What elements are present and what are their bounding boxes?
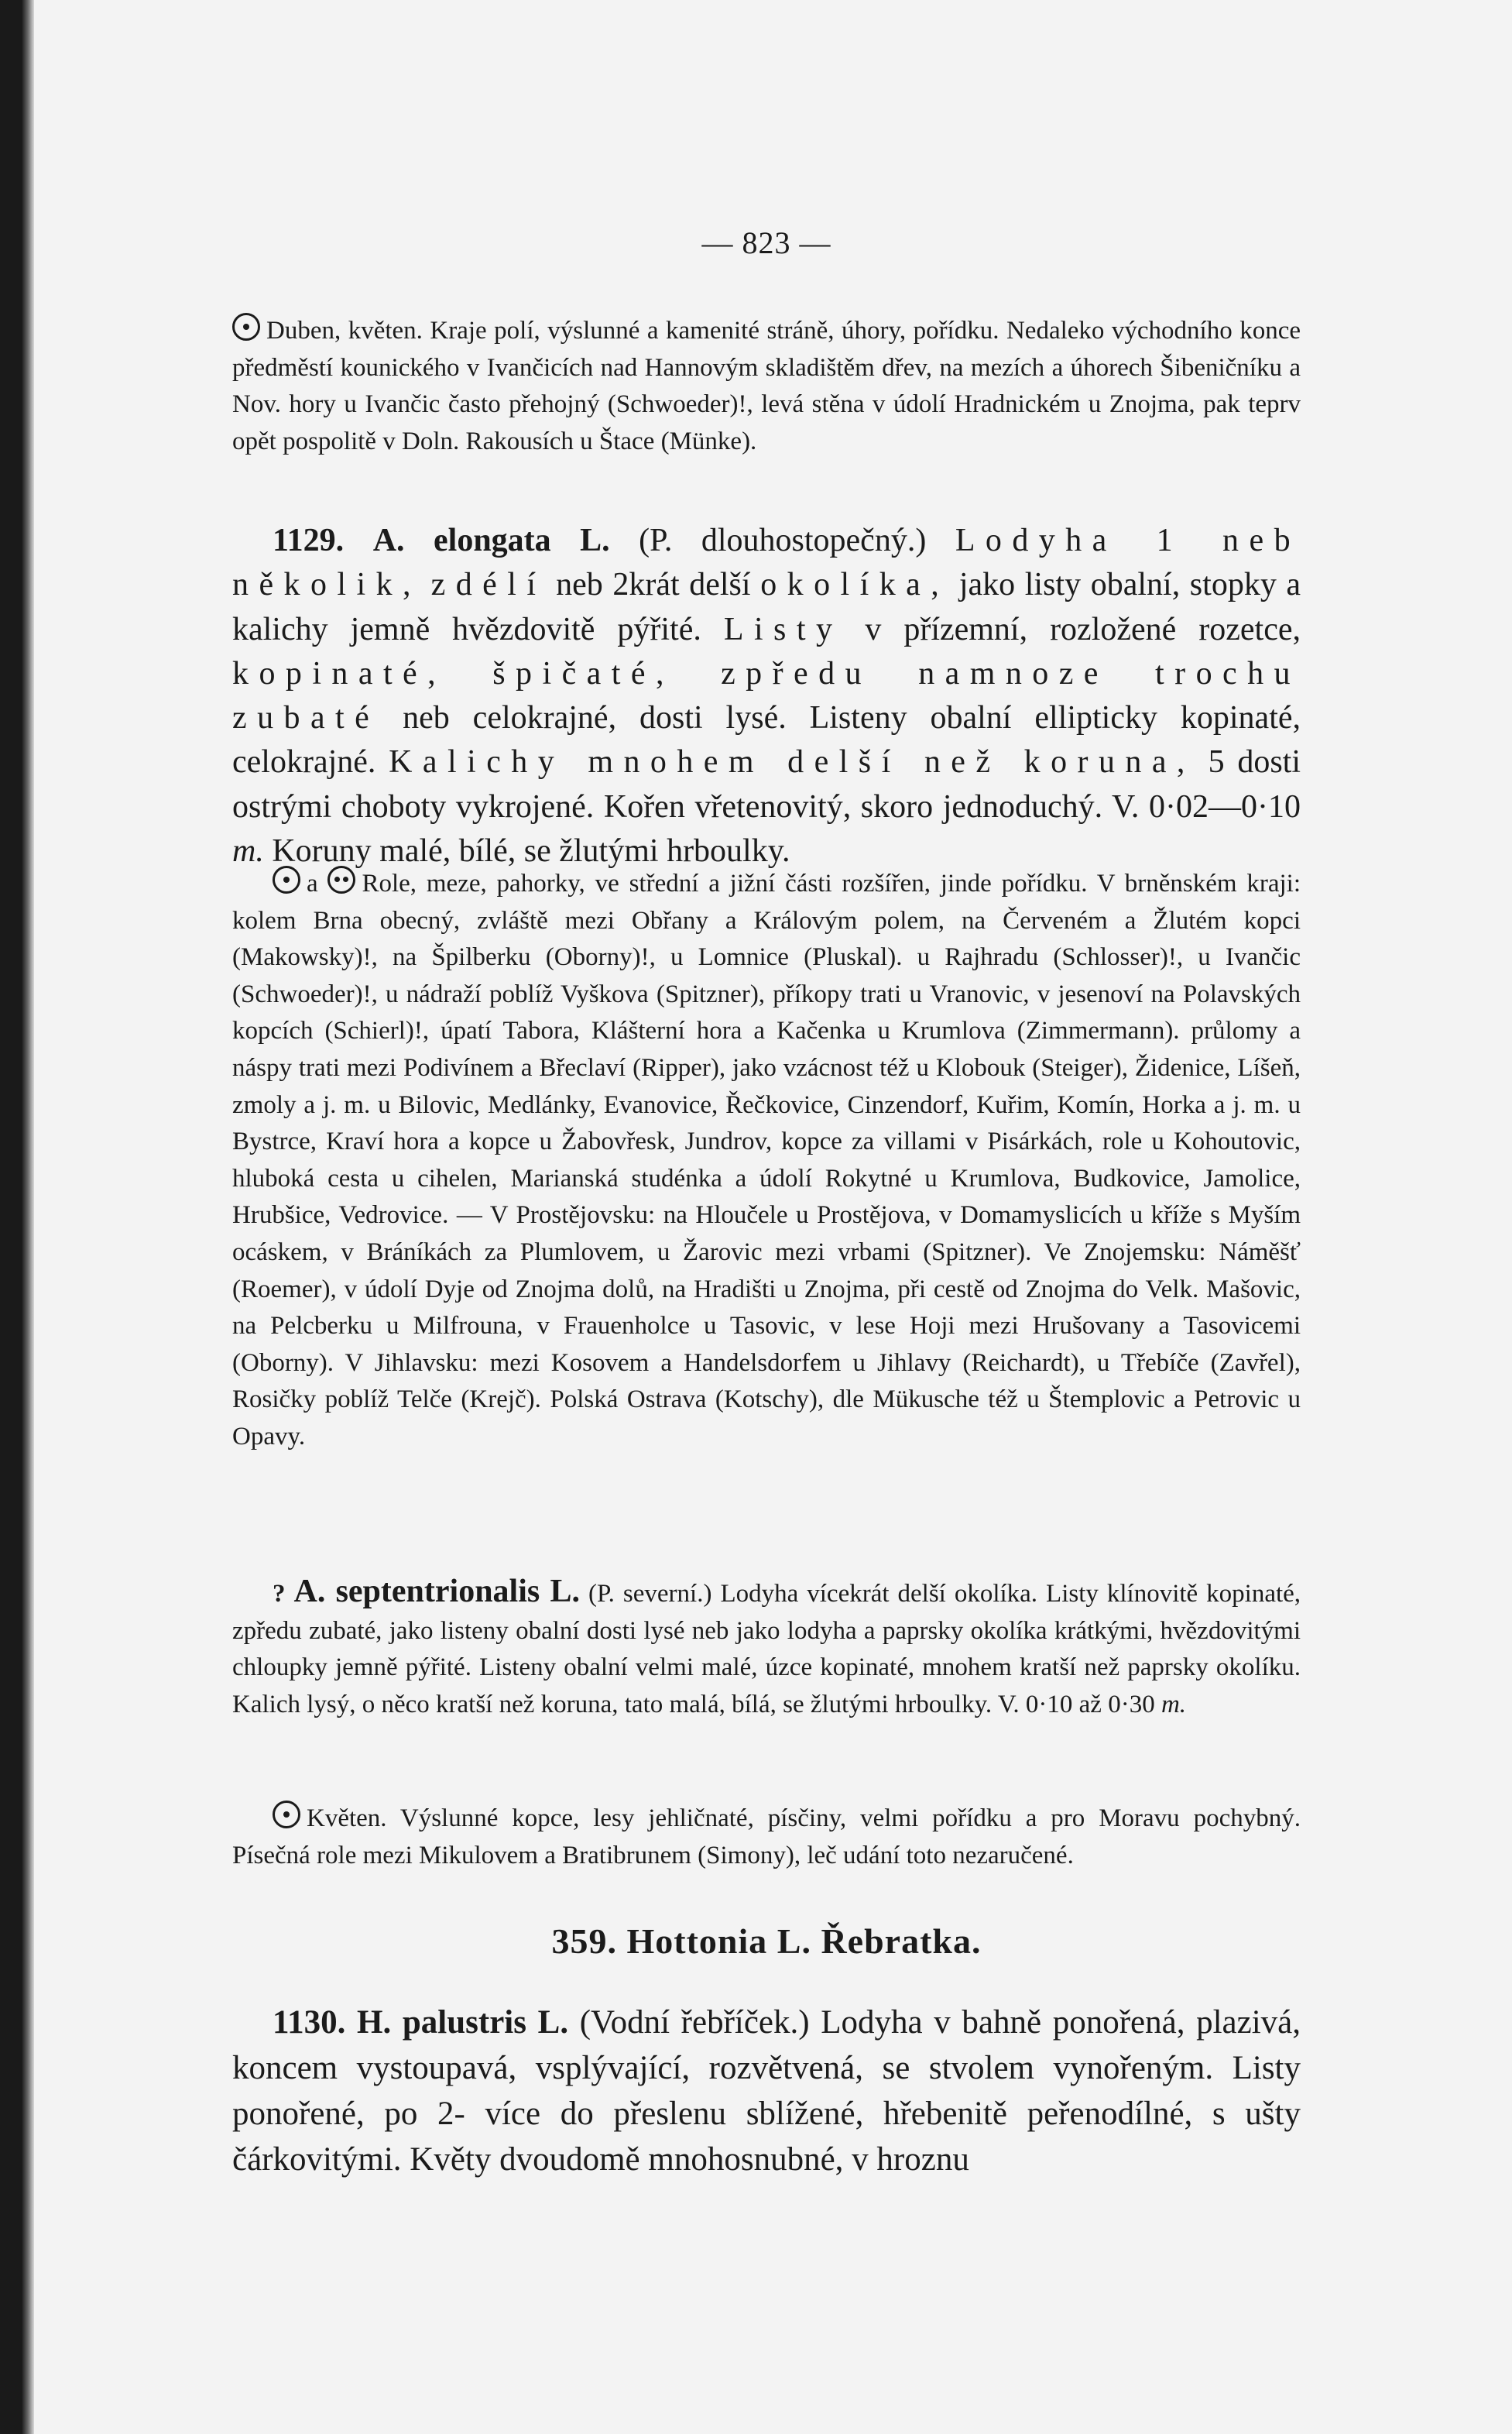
species-number: 1129. — [273, 523, 345, 558]
flowering-note-1128: Duben, květen. Kraje polí, výslunné a kamenité stráně, úhory, pořídku. Nedaleko východního konce předměstí kounického v Ivančicích nad Hannovým skladištěm dřev, na mezích a úhorech Šibeničníku a Nov. hory u Ivančic často přehojný (Schwoeder)!, levá stěna v údolí Hradnickém u Znojma, pak teprv opět pospolitě v Doln. Rakousích u Štace (Münke). — [232, 313, 1301, 460]
species-entry-1129: 1129. A. elongata L. (P. dlouhostopečný.) Lodyha 1 neb několik, zdélí neb 2krát delší okolíka, jako listy obalní, stopky a kalichy jemně hvězdovitě pýřité. Listy v přízemní, rozložené rozetce, kopinaté, špičaté, zpředu namnoze trochu zubaté neb celokrajné, dosti lysé. Listeny obalní ellipticky kopinaté, celokrajné. Kalichy mnohem delší než koruna, 5 dosti ostrými choboty vykrojené. Kořen vřetenovitý, skoro jednoduchý. V. 0·02—0·10 m. Koruny malé, bílé, se žlutými hrboulky. — [232, 523, 1301, 870]
species-name: H. palustris L. — [357, 2004, 569, 2041]
species-name: A. septentrionalis L. — [293, 1574, 580, 1609]
species-common-name: (P. dlouhostopečný.) — [639, 523, 927, 558]
annual-symbol-icon — [232, 313, 260, 341]
annual-symbol-icon — [273, 1801, 300, 1828]
species-entry-septentrionalis: ? A. septentrionalis L. (P. severní.) Lodyha vícekrát delší okolíka. Listy klínovitě kopinaté, zpředu zubaté, jako listeny obalní dosti lysé neb jako lodyha a paprsky okolíka krátkými, hvězdovitými chloupky jemně pýřité. Listeny obalní velmi malé, úzce kopinaté, mnohem kratší než paprsky okolíku. Kalich lysý, o něco kratší než koruna, tato malá, bílá, se žlutými hrboulky. V. 0·10 až 0·30 m. — [232, 1574, 1301, 1718]
book-page — [34, 0, 1512, 2434]
genus-heading: 359. Hottonia L. Řebratka. — [551, 1921, 982, 1961]
biennial-symbol-icon — [327, 866, 355, 894]
flowering-note-septentrionalis: Květen. Výslunné kopce, lesy jehličnaté, písčiny, velmi pořídku a pro Moravu pochybný. Písečná role mezi Mikulovem a Bratibrunem (Simony), leč udání toto nezaručené. — [232, 1801, 1301, 1874]
species-entry-1130: 1130. H. palustris L. (Vodní řebříček.) Lodyha v bahně ponořená, plazivá, koncem vystoupavá, vsplývající, rozvětvená, se stvolem vynořeným. Listy ponořené, po 2- více do přeslenu sblížené, hřebenitě peřenodílné, s ušty čárkovitými. Květy dvoudomě mnohosnubné, v hroznu — [232, 2004, 1301, 2178]
page-number: — 823 — — [701, 225, 831, 260]
page-binding-edge — [0, 0, 34, 2434]
annual-symbol-icon — [273, 866, 300, 894]
locality-note-1129: a Role, meze, pahorky, ve střední a jižní části rozšířen, jinde pořídku. V brněnském kraji: kolem Brna obecný, zvláště mezi Obřany a Královým polem, na Červeném a Žlutém kopci (Makowsky)!, na Špilberku (Oborny)!, u Lomnice (Pluskal). u Rajhradu (Schlosser)!, u Ivančic (Schwoeder)!, u nádraží poblíž Vyškova (Spitzner), příkopy trati u Vranovic, v jesenoví na Polavských kopcích (Schierl)!, úpatí Tabora, Klášterní hora a Kačenka u Krumlova (Zimmermann). průlomy a náspy trati mezi Podivínem a Břeclaví (Ripper), jako vzácnost též u Klobouk (Steiger), Židenice, Líšeň, zmoly a j. m. u Bilovic, Medlánky, Evanovice, Řečkovice, Cinzendorf, Kuřim, Komín, Horka a j. m. u Bystrce, Kraví hora a kopce u Žabovřesk, Jundrov, kopce za villami v Pisárkách, role u Kohoutovic, hluboká cesta u cihelen, Marianská studénka a údolí Rokytné u Krumlova, Budkovice, Jamolice, Hrubšice, Vedrovice. — V Prostějovsku: na Hloučele u Prostějova, v Domamyslicích u kříže s Myším ocáskem, v Bráníkách za Plumlovem, u Žarovic mezi vrbami (Spitzner). Ve Znojemsku: Náměšť (Roemer), v údolí Dyje od Znojma dolů, na Hradišti u Znojma, při cestě od Znojma do Velk. Mašovic, na Pelcberku u Milfrouna, v Frauenholce u Tasovic, v lese Hoji mezi Hrušovany a Tasovicemi (Oborny). V Jihlavsku: mezi Kosovem a Handelsdorfem u Jihlavy (Reichardt), u Třebíče (Zavřel), Rosičky poblíž Telče (Krejč). Polská Ostrava (Kotschy), dle Mükusche též u Štemplovic a Petrovic u Opavy. — [232, 866, 1301, 1456]
species-name: A. elongata L. — [372, 523, 610, 558]
